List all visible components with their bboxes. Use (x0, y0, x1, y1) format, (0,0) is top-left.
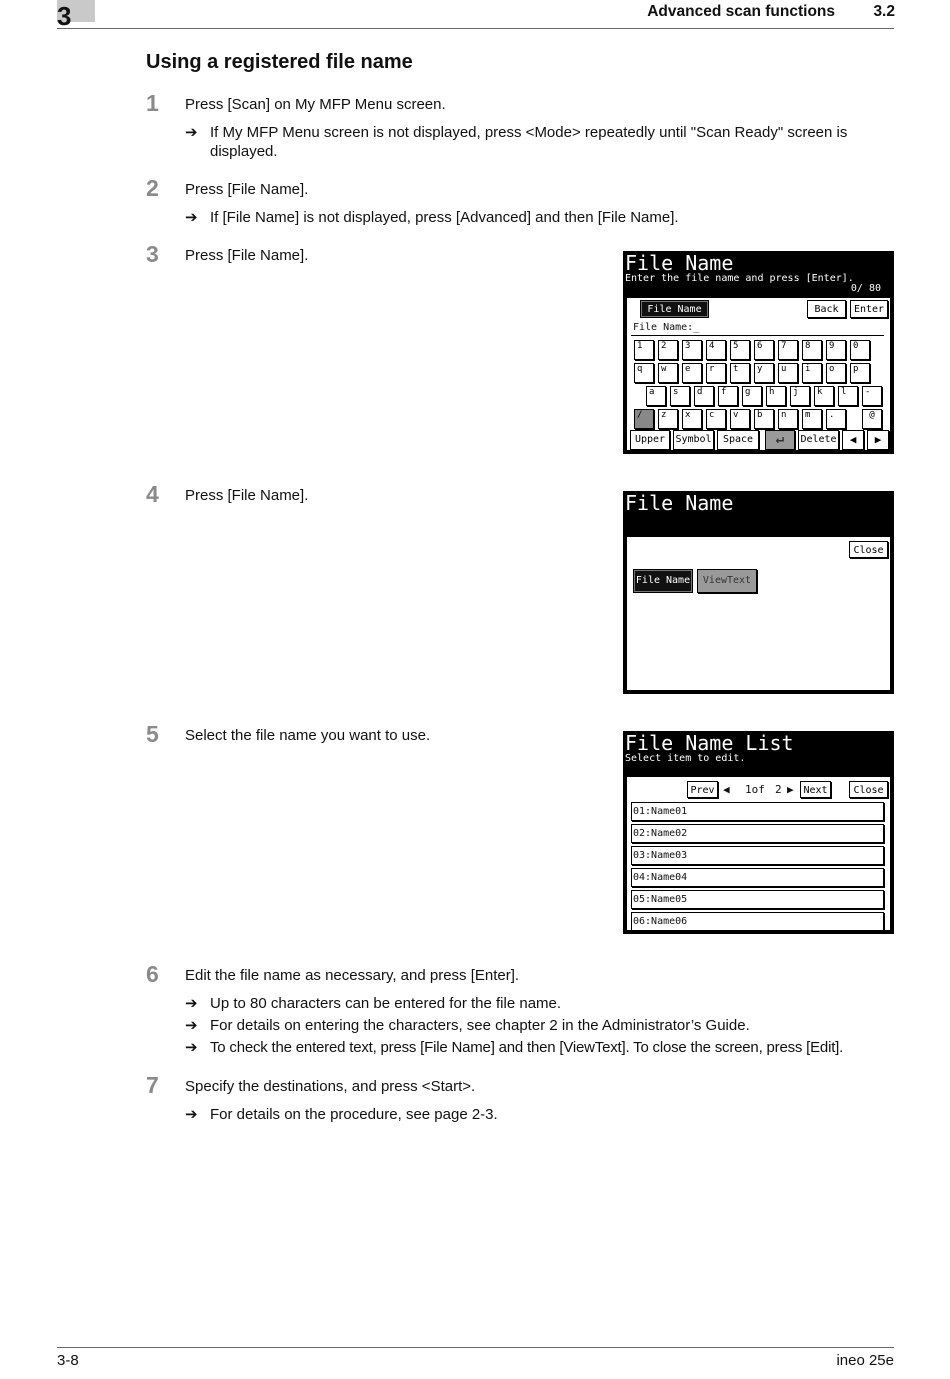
step-text: Specify the destinations, and press <Start>. (185, 1078, 476, 1095)
section-title: Using a registered file name (146, 51, 413, 73)
key[interactable]: c (706, 409, 726, 429)
note-text: For details on the procedure, see page 2-3. (210, 1106, 498, 1123)
key[interactable]: n (778, 409, 798, 429)
space-button[interactable]: Space (717, 430, 759, 450)
enter-button[interactable]: Enter (850, 300, 888, 318)
prev-button[interactable]: Prev (687, 781, 718, 798)
product-name: ineo 25e (836, 1352, 894, 1369)
key[interactable]: u (778, 363, 798, 383)
step-text: Press [Scan] on My MFP Menu screen. (185, 96, 446, 113)
step-text: Press [File Name]. (185, 181, 309, 198)
key[interactable]: / (634, 409, 654, 429)
key[interactable]: d (694, 386, 714, 406)
return-icon[interactable]: ↵ (765, 430, 795, 450)
key[interactable]: g (742, 386, 762, 406)
file-name-menu-screen (623, 491, 894, 694)
screen-title-bar (624, 252, 893, 296)
page-number: 3-8 (57, 1352, 79, 1369)
list-item[interactable]: 05:Name05 (631, 890, 884, 909)
key[interactable]: 2 (658, 340, 678, 360)
step-number: 1 (146, 90, 159, 116)
screen-subtitle: Enter the file name and press [Enter]. (625, 273, 854, 284)
file-name-button[interactable]: File Name (633, 569, 693, 593)
key[interactable]: 0 (850, 340, 870, 360)
screen-body (625, 296, 892, 452)
delete-button[interactable]: Delete (798, 430, 839, 450)
header-rule (57, 28, 894, 29)
character-counter: 0/ 80 (850, 283, 881, 294)
key[interactable]: . (826, 409, 846, 429)
key[interactable]: k (814, 386, 834, 406)
arrow-icon: ➔ (185, 1106, 198, 1123)
note-text: Up to 80 characters can be entered for the file name. (210, 995, 562, 1012)
arrow-icon: ➔ (185, 209, 198, 226)
file-name-list-screen (623, 731, 894, 934)
screen-title-bar (624, 492, 893, 535)
key[interactable]: p (850, 363, 870, 383)
screen-title: File Name List (625, 731, 794, 755)
key[interactable]: 4 (706, 340, 726, 360)
list-item[interactable]: 02:Name02 (631, 824, 884, 843)
step-note (185, 994, 895, 1014)
key[interactable]: o (826, 363, 846, 383)
screen-title-bar (624, 732, 893, 775)
key[interactable]: r (706, 363, 726, 383)
view-text-button[interactable]: ViewText (697, 569, 757, 593)
step-note (185, 1038, 899, 1058)
key[interactable]: 8 (802, 340, 822, 360)
file-name-button[interactable]: File Name (640, 300, 709, 318)
next-button[interactable]: Next (800, 781, 831, 798)
arrow-icon: ➔ (185, 1017, 198, 1034)
list-item[interactable]: 03:Name03 (631, 846, 884, 865)
next-arrow-icon[interactable]: ▶ (787, 783, 794, 796)
arrow-icon: ➔ (185, 995, 198, 1012)
step-number: 2 (146, 175, 159, 201)
key[interactable]: 7 (778, 340, 798, 360)
key[interactable]: - (862, 386, 882, 406)
page-current: 1of (745, 783, 765, 796)
step-text: Select the file name you want to use. (185, 727, 431, 744)
screen-body (625, 775, 892, 932)
key[interactable]: s (670, 386, 690, 406)
note-text: To check the entered text, press [File Name] and then [ViewText]. To close the screen, press [Edit]. (210, 1039, 844, 1056)
prev-arrow-icon[interactable]: ◀ (723, 783, 730, 796)
step-text: Press [File Name]. (185, 247, 309, 264)
back-button[interactable]: Back (807, 300, 846, 318)
list-item[interactable]: 06:Name06 (631, 912, 884, 931)
step-note (185, 1105, 895, 1125)
key[interactable]: 1 (634, 340, 654, 360)
screen-subtitle: Select item to edit. (625, 753, 746, 764)
key[interactable]: q (634, 363, 654, 383)
key[interactable]: 3 (682, 340, 702, 360)
key[interactable]: y (754, 363, 774, 383)
cursor-right-icon[interactable]: ▶ (867, 430, 889, 450)
key[interactable]: z (658, 409, 678, 429)
symbol-button[interactable]: Symbol (673, 430, 714, 450)
step-number: 5 (146, 721, 159, 747)
screen-body (625, 535, 892, 692)
cursor-left-icon[interactable]: ◀ (842, 430, 864, 450)
file-name-field[interactable]: File Name:_ (633, 322, 700, 333)
key[interactable]: l (838, 386, 858, 406)
key[interactable]: 5 (730, 340, 750, 360)
key[interactable]: b (754, 409, 774, 429)
key[interactable]: 6 (754, 340, 774, 360)
step-number: 3 (146, 241, 159, 267)
key[interactable]: e (682, 363, 702, 383)
screen-title: File Name (625, 251, 734, 275)
header-section: 3.2 (873, 3, 895, 20)
file-name-keyboard-screen (623, 251, 894, 454)
screen-title: File Name (625, 491, 734, 515)
step-text: Edit the file name as necessary, and press [Enter]. (185, 967, 520, 984)
key[interactable]: x (682, 409, 702, 429)
step-number: 6 (146, 961, 159, 987)
close-button[interactable]: Close (849, 541, 888, 558)
step-text: Press [File Name]. (185, 487, 309, 504)
note-text: For details on entering the characters, see chapter 2 in the Administrator’s Guide. (210, 1017, 750, 1034)
list-item[interactable]: 01:Name01 (631, 802, 884, 821)
key[interactable]: w (658, 363, 678, 383)
arrow-icon: ➔ (185, 1039, 198, 1056)
list-item[interactable]: 04:Name04 (631, 868, 884, 887)
key[interactable]: i (802, 363, 822, 383)
key[interactable]: v (730, 409, 750, 429)
step-note (185, 123, 895, 163)
key[interactable]: j (790, 386, 810, 406)
step-note (185, 208, 895, 228)
key[interactable]: t (730, 363, 750, 383)
chapter-number: 3 (57, 1, 72, 31)
step-note (185, 1016, 895, 1036)
arrow-icon: ➔ (185, 124, 198, 141)
step-number: 7 (146, 1072, 159, 1098)
key[interactable]: f (718, 386, 738, 406)
field-underline (631, 335, 884, 336)
upper-button[interactable]: Upper (630, 430, 670, 450)
page-total: 2 (775, 783, 782, 796)
close-button[interactable]: Close (849, 781, 888, 798)
footer-rule (57, 1347, 894, 1348)
key[interactable]: m (802, 409, 822, 429)
key[interactable]: 9 (826, 340, 846, 360)
step-number: 4 (146, 481, 159, 507)
key[interactable]: a (646, 386, 666, 406)
key[interactable]: h (766, 386, 786, 406)
key[interactable]: @ (862, 409, 882, 429)
header-title: Advanced scan functions (647, 3, 835, 20)
note-text: If [File Name] is not displayed, press [Advanced] and then [File Name]. (210, 209, 679, 226)
note-text: If My MFP Menu screen is not displayed, press <Mode> repeatedly until "Scan Ready" screen is displayed. (210, 124, 848, 160)
